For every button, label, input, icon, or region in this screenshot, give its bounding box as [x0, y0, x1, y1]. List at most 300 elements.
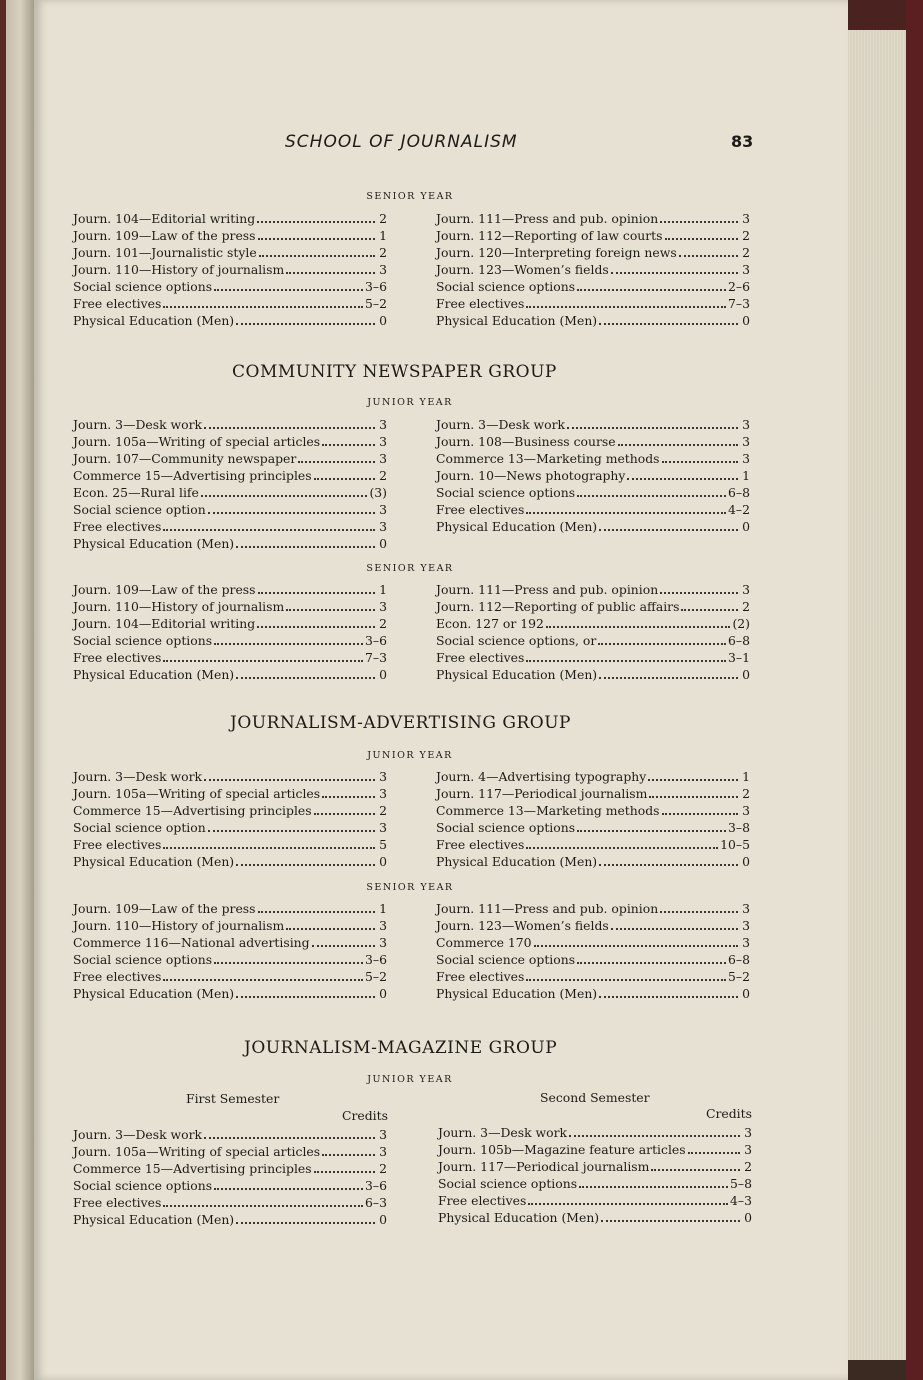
course-credits: 3	[742, 918, 750, 933]
dot-leader	[598, 642, 726, 645]
course-credits: 1	[379, 901, 387, 916]
dot-leader	[312, 944, 375, 947]
course-title: Journ. 112—Reporting of public affairs	[436, 599, 680, 614]
course-credits: 0	[379, 667, 387, 682]
course-title: Physical Education (Men)	[73, 313, 235, 328]
course-credits: 3–1	[728, 650, 750, 665]
course-row	[436, 768, 750, 785]
course-credits: 0	[379, 986, 387, 1001]
course-title: Commerce 15—Advertising principles	[73, 468, 312, 483]
course-credits: 3	[742, 901, 750, 916]
course-list-left	[73, 416, 387, 552]
dot-leader	[214, 288, 363, 291]
course-credits: 5	[379, 837, 387, 852]
year-label: SENIOR YEAR	[366, 563, 454, 574]
year-label: JUNIOR YEAR	[367, 397, 453, 408]
course-credits: 3–6	[365, 952, 387, 967]
course-title: Social science options	[436, 279, 576, 294]
course-row	[73, 1143, 387, 1160]
course-credits: 3	[379, 519, 387, 534]
course-credits: 3	[742, 935, 750, 950]
course-title: Journ. 104—Editorial writing	[73, 616, 256, 631]
course-credits: 2	[379, 1161, 387, 1176]
dot-leader	[618, 443, 738, 446]
dot-leader	[257, 220, 375, 223]
course-row	[436, 244, 750, 261]
course-list-right	[436, 416, 750, 535]
dot-leader	[526, 511, 726, 514]
course-credits: 2	[379, 245, 387, 260]
dot-leader	[322, 443, 375, 446]
course-row	[73, 501, 387, 518]
credits-heading-left: Credits	[342, 1108, 388, 1123]
course-credits: 2	[379, 803, 387, 818]
course-title: Journ. 10—News photography	[436, 468, 626, 483]
course-row	[73, 951, 387, 968]
course-list-left	[73, 210, 387, 329]
course-credits: 6–8	[728, 633, 750, 648]
course-title: Journ. 110—History of journalism	[73, 918, 285, 933]
course-credits: 0	[742, 313, 750, 328]
course-row	[436, 819, 750, 836]
dot-leader	[314, 1170, 375, 1173]
dot-leader	[648, 778, 738, 781]
dot-leader	[577, 961, 726, 964]
dot-leader	[286, 927, 375, 930]
course-row	[73, 934, 387, 951]
course-credits: 5–2	[365, 969, 387, 984]
course-row	[436, 261, 750, 278]
course-title: Physical Education (Men)	[438, 1210, 600, 1225]
course-title: Free electives	[436, 650, 525, 665]
course-credits: 4–2	[728, 502, 750, 517]
course-title: Social science options, or	[436, 633, 597, 648]
course-credits: 3	[379, 434, 387, 449]
course-title: Journ. 3—Desk work	[73, 1127, 203, 1142]
dot-leader	[204, 778, 375, 781]
course-credits: 3	[379, 935, 387, 950]
dot-leader	[599, 322, 738, 325]
course-row	[73, 1194, 387, 1211]
course-row	[436, 484, 750, 501]
running-head: SCHOOL OF JOURNALISM	[285, 132, 518, 152]
course-row	[73, 819, 387, 836]
course-row	[436, 450, 750, 467]
course-title: Physical Education (Men)	[436, 519, 598, 534]
dot-leader	[651, 1168, 740, 1171]
course-title: Journ. 123—Women’s fields	[436, 918, 609, 933]
course-row	[73, 1177, 387, 1194]
course-title: Social science options	[438, 1176, 578, 1191]
course-title: Journ. 109—Law of the press	[73, 901, 256, 916]
course-row	[436, 836, 750, 853]
course-credits: 2	[379, 211, 387, 226]
course-row	[436, 312, 750, 329]
course-title: Econ. 25—Rural life	[73, 485, 199, 500]
dot-leader	[201, 494, 368, 497]
course-credits: 2	[742, 786, 750, 801]
course-credits: 1	[379, 228, 387, 243]
dot-leader	[660, 910, 738, 913]
course-title: Journ. 107—Community newspaper	[73, 451, 297, 466]
dot-leader	[314, 812, 375, 815]
dot-leader	[567, 426, 738, 429]
course-row	[73, 484, 387, 501]
year-label: JUNIOR YEAR	[367, 750, 453, 761]
course-credits: 3–6	[365, 1178, 387, 1193]
course-row	[73, 312, 387, 329]
group-heading: JOURNALISM-ADVERTISING GROUP	[230, 713, 571, 733]
dot-leader	[577, 288, 726, 291]
dot-leader	[599, 995, 738, 998]
course-list-left	[73, 768, 387, 870]
course-row	[436, 227, 750, 244]
course-title: Journ. 111—Press and pub. opinion	[436, 582, 659, 597]
book-left-page-edge	[0, 0, 34, 1380]
course-credits: 7–3	[728, 296, 750, 311]
dot-leader	[236, 995, 375, 998]
course-row	[436, 598, 750, 615]
course-title: Physical Education (Men)	[73, 1212, 235, 1227]
dot-leader	[611, 271, 738, 274]
dot-leader	[236, 1221, 375, 1224]
course-row	[73, 210, 387, 227]
course-row	[436, 934, 750, 951]
course-row	[73, 467, 387, 484]
course-title: Free electives	[436, 502, 525, 517]
course-row	[436, 433, 750, 450]
course-row	[73, 785, 387, 802]
course-title: Free electives	[73, 296, 162, 311]
dot-leader	[208, 511, 375, 514]
course-row	[73, 278, 387, 295]
course-title: Social science options	[73, 1178, 213, 1193]
course-row	[436, 581, 750, 598]
course-row	[73, 416, 387, 433]
course-row	[438, 1158, 752, 1175]
dot-leader	[322, 795, 375, 798]
dot-leader	[236, 545, 375, 548]
course-row	[73, 649, 387, 666]
dot-leader	[660, 220, 738, 223]
dot-leader	[286, 271, 375, 274]
course-credits: 3	[742, 434, 750, 449]
dot-leader	[236, 863, 375, 866]
page-edges	[848, 30, 909, 1360]
course-list-left	[73, 1126, 387, 1228]
course-row	[73, 1126, 387, 1143]
dot-leader	[298, 460, 375, 463]
course-row	[438, 1175, 752, 1192]
course-row	[73, 632, 387, 649]
course-credits: 1	[742, 468, 750, 483]
course-credits: 6–3	[365, 1195, 387, 1210]
course-credits: 2	[744, 1159, 752, 1174]
dot-leader	[258, 237, 375, 240]
course-list-right	[436, 210, 750, 329]
course-title: Journ. 110—History of journalism	[73, 599, 285, 614]
course-title: Social science options	[436, 952, 576, 967]
course-row	[436, 467, 750, 484]
course-row	[436, 518, 750, 535]
course-title: Free electives	[436, 296, 525, 311]
course-credits: 5–2	[728, 969, 750, 984]
course-title: Free electives	[438, 1193, 527, 1208]
dot-leader	[163, 846, 375, 849]
course-title: Journ. 109—Law of the press	[73, 582, 256, 597]
course-row	[73, 1160, 387, 1177]
dot-leader	[314, 477, 375, 480]
course-row	[73, 853, 387, 870]
first-semester-heading: First Semester	[186, 1091, 280, 1106]
course-row	[436, 295, 750, 312]
course-title: Journ. 3—Desk work	[73, 769, 203, 784]
course-credits: 6–8	[728, 952, 750, 967]
course-title: Journ. 101—Journalistic style	[73, 245, 257, 260]
course-row	[436, 968, 750, 985]
course-credits: 3	[742, 451, 750, 466]
course-title: Journ. 3—Desk work	[438, 1125, 568, 1140]
dot-leader	[665, 237, 738, 240]
dot-leader	[681, 608, 738, 611]
course-title: Commerce 13—Marketing methods	[436, 803, 660, 818]
course-row	[73, 1211, 387, 1228]
course-credits: 5–2	[365, 296, 387, 311]
course-title: Free electives	[73, 1195, 162, 1210]
course-credits: 3	[744, 1125, 752, 1140]
dot-leader	[599, 528, 738, 531]
dot-leader	[258, 591, 375, 594]
course-row	[436, 951, 750, 968]
course-title: Physical Education (Men)	[436, 854, 598, 869]
course-title: Commerce 116—National advertising	[73, 935, 310, 950]
course-title: Social science options	[73, 279, 213, 294]
course-row	[436, 501, 750, 518]
dot-leader	[611, 927, 738, 930]
course-title: Social science options	[73, 633, 213, 648]
course-row	[436, 278, 750, 295]
course-row	[436, 649, 750, 666]
course-credits: 3–6	[365, 279, 387, 294]
course-credits: 3	[379, 451, 387, 466]
course-title: Physical Education (Men)	[73, 986, 235, 1001]
course-row	[73, 985, 387, 1002]
dot-leader	[627, 477, 738, 480]
course-row	[73, 518, 387, 535]
dot-leader	[660, 591, 738, 594]
dot-leader	[577, 829, 726, 832]
course-credits: 1	[742, 769, 750, 784]
course-row	[436, 985, 750, 1002]
course-list-right	[438, 1124, 752, 1226]
course-row	[73, 598, 387, 615]
dot-leader	[208, 829, 375, 832]
course-credits: 2	[742, 599, 750, 614]
course-title: Social science options	[73, 952, 213, 967]
dot-leader	[579, 1185, 728, 1188]
course-title: Journ. 120—Interpreting foreign news	[436, 245, 677, 260]
course-row	[73, 581, 387, 598]
course-row	[73, 802, 387, 819]
dot-leader	[662, 812, 739, 815]
course-row	[438, 1209, 752, 1226]
course-credits: 2–6	[728, 279, 750, 294]
course-title: Journ. 123—Women’s fields	[436, 262, 609, 277]
course-row	[73, 261, 387, 278]
course-row	[436, 785, 750, 802]
course-row	[438, 1141, 752, 1158]
dot-leader	[214, 1187, 363, 1190]
course-credits: 3	[379, 502, 387, 517]
course-title: Physical Education (Men)	[436, 313, 598, 328]
course-list-right	[436, 768, 750, 870]
course-title: Journ. 104—Editorial writing	[73, 211, 256, 226]
group-heading: COMMUNITY NEWSPAPER GROUP	[232, 362, 557, 382]
course-credits: 4–3	[730, 1193, 752, 1208]
course-row	[73, 535, 387, 552]
dot-leader	[662, 460, 739, 463]
dot-leader	[526, 659, 726, 662]
course-title: Journ. 3—Desk work	[73, 417, 203, 432]
course-credits: 3	[379, 1127, 387, 1142]
course-row	[436, 632, 750, 649]
course-row	[436, 615, 750, 632]
course-row	[73, 433, 387, 450]
course-title: Physical Education (Men)	[436, 667, 598, 682]
course-title: Journ. 117—Periodical journalism	[438, 1159, 650, 1174]
course-title: Free electives	[73, 650, 162, 665]
course-title: Free electives	[73, 969, 162, 984]
course-title: Commerce 15—Advertising principles	[73, 1161, 312, 1176]
course-credits: (2)	[732, 616, 750, 631]
year-label: SENIOR YEAR	[366, 191, 454, 202]
course-credits: 3	[742, 211, 750, 226]
dot-leader	[259, 254, 375, 257]
dot-leader	[204, 426, 375, 429]
dot-leader	[546, 625, 731, 628]
course-row	[436, 802, 750, 819]
course-title: Journ. 105a—Writing of special articles	[73, 786, 321, 801]
dot-leader	[163, 305, 363, 308]
course-row	[73, 615, 387, 632]
dot-leader	[163, 978, 363, 981]
course-credits: 2	[742, 228, 750, 243]
course-row	[73, 968, 387, 985]
course-row	[436, 666, 750, 683]
course-title: Free electives	[436, 969, 525, 984]
course-title: Journ. 110—History of journalism	[73, 262, 285, 277]
course-row	[73, 227, 387, 244]
course-title: Journ. 108—Business course	[436, 434, 616, 449]
course-credits: 3	[379, 820, 387, 835]
course-row	[436, 210, 750, 227]
course-row	[438, 1124, 752, 1141]
course-title: Physical Education (Men)	[73, 667, 235, 682]
course-credits: 0	[379, 536, 387, 551]
course-credits: 0	[379, 1212, 387, 1227]
dot-leader	[236, 322, 375, 325]
course-row	[436, 900, 750, 917]
year-label: JUNIOR YEAR	[367, 1074, 453, 1085]
course-credits: 3	[744, 1142, 752, 1157]
course-credits: 3–8	[728, 820, 750, 835]
course-title: Physical Education (Men)	[73, 536, 235, 551]
course-title: Social science options	[436, 485, 576, 500]
course-credits: 5–8	[730, 1176, 752, 1191]
course-credits: 0	[742, 519, 750, 534]
dot-leader	[214, 961, 363, 964]
course-credits: 10–5	[720, 837, 750, 852]
course-row	[73, 244, 387, 261]
dot-leader	[322, 1153, 375, 1156]
dot-leader	[236, 676, 375, 679]
dot-leader	[679, 254, 738, 257]
course-credits: 3	[742, 262, 750, 277]
dot-leader	[569, 1134, 740, 1137]
course-credits: 0	[742, 986, 750, 1001]
course-title: Journ. 4—Advertising typography	[436, 769, 647, 784]
course-credits: 3	[379, 918, 387, 933]
course-row	[438, 1192, 752, 1209]
dot-leader	[526, 978, 726, 981]
year-label: SENIOR YEAR	[366, 882, 454, 893]
course-credits: 0	[742, 667, 750, 682]
course-list-right	[436, 900, 750, 1002]
group-heading: JOURNALISM-MAGAZINE GROUP	[244, 1038, 558, 1058]
course-title: Commerce 13—Marketing methods	[436, 451, 660, 466]
course-credits: 0	[379, 313, 387, 328]
course-title: Free electives	[73, 519, 162, 534]
course-row	[73, 768, 387, 785]
course-title: Social science options	[436, 820, 576, 835]
dot-leader	[163, 1204, 363, 1207]
dot-leader	[258, 910, 375, 913]
page-number: 83	[731, 132, 754, 151]
course-credits: 3	[742, 803, 750, 818]
dot-leader	[526, 846, 718, 849]
course-list-right	[436, 581, 750, 683]
dot-leader	[528, 1202, 728, 1205]
course-credits: 3	[379, 417, 387, 432]
course-row	[73, 917, 387, 934]
course-credits: 3	[379, 262, 387, 277]
course-credits: (3)	[369, 485, 387, 500]
course-credits: 3	[379, 769, 387, 784]
dot-leader	[163, 528, 375, 531]
course-title: Physical Education (Men)	[73, 854, 235, 869]
course-row	[73, 836, 387, 853]
dot-leader	[526, 305, 726, 308]
dot-leader	[257, 625, 375, 628]
course-title: Journ. 109—Law of the press	[73, 228, 256, 243]
course-row	[436, 416, 750, 433]
course-title: Free electives	[436, 837, 525, 852]
dot-leader	[577, 494, 726, 497]
dot-leader	[286, 608, 375, 611]
course-list-left	[73, 900, 387, 1002]
course-credits: 2	[379, 468, 387, 483]
dot-leader	[688, 1151, 740, 1154]
dot-leader	[163, 659, 363, 662]
credits-heading-right: Credits	[706, 1106, 752, 1121]
course-title: Social science option	[73, 820, 206, 835]
book-cover-right	[906, 0, 923, 1380]
course-title: Journ. 117—Periodical journalism	[436, 786, 648, 801]
course-title: Journ. 105a—Writing of special articles	[73, 1144, 321, 1159]
course-row	[73, 666, 387, 683]
course-title: Commerce 170	[436, 935, 532, 950]
dot-leader	[599, 863, 738, 866]
